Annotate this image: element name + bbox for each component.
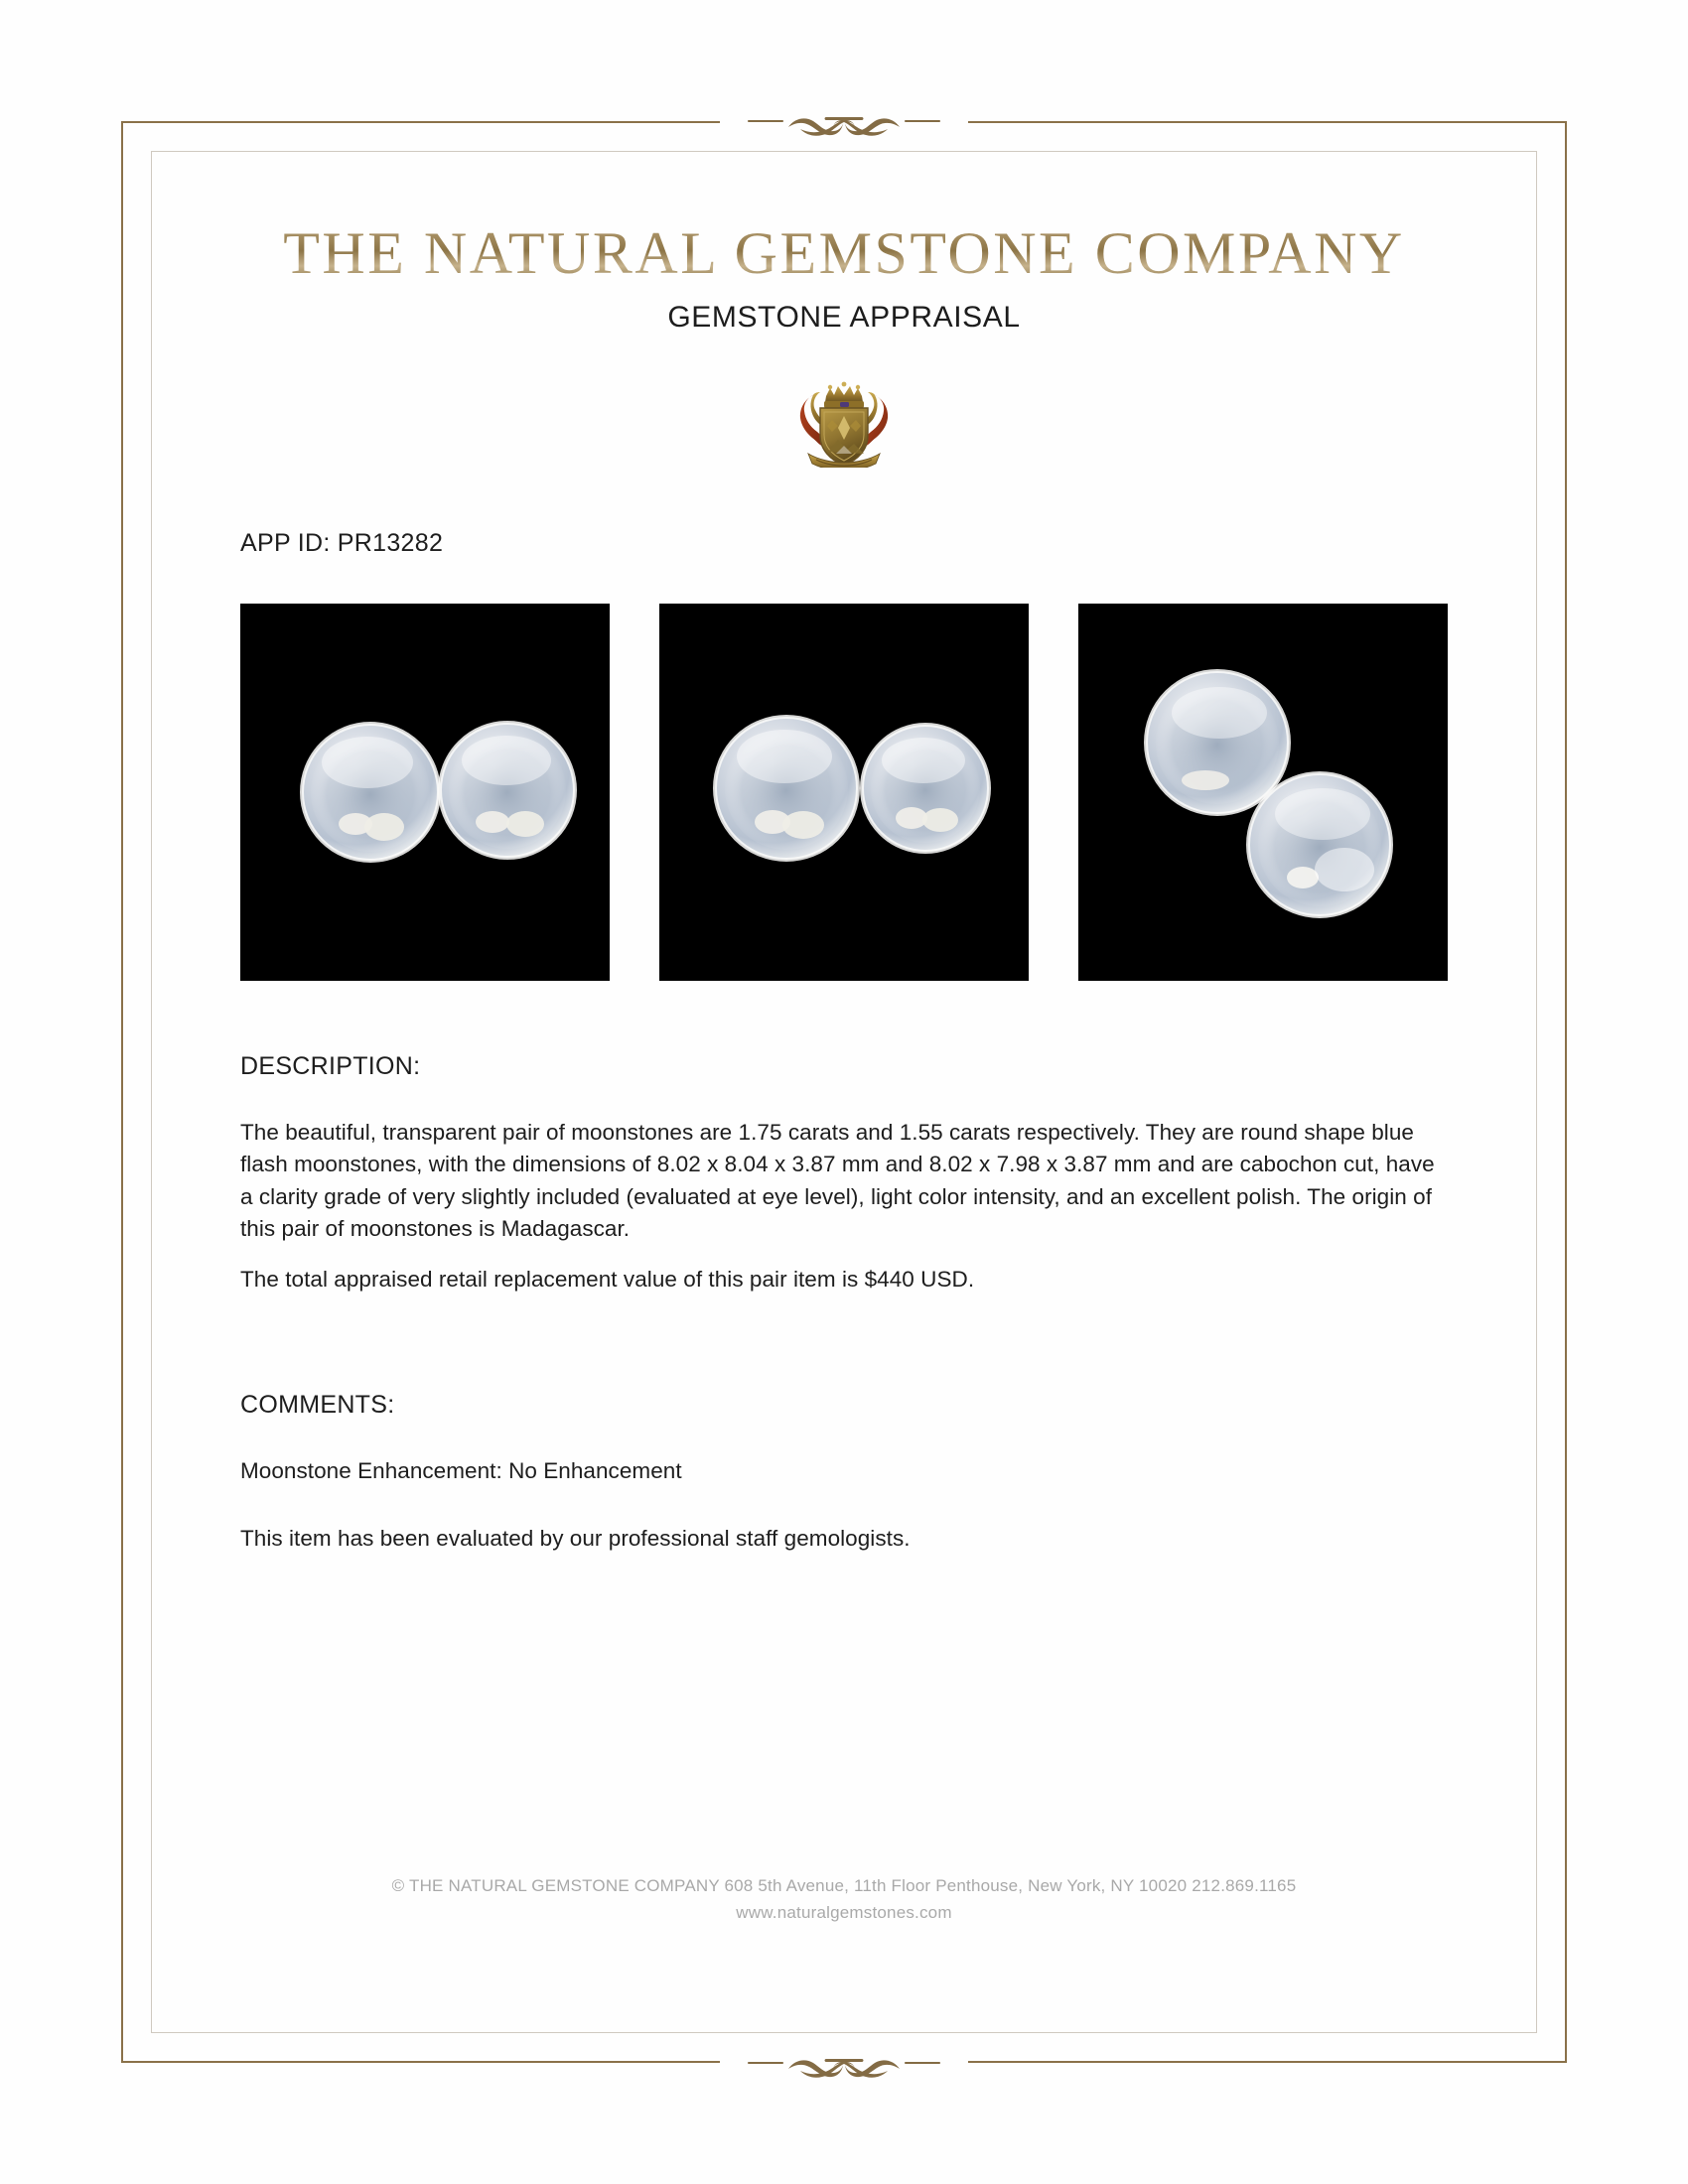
page-title: THE NATURAL GEMSTONE COMPANY xyxy=(240,222,1448,285)
footer xyxy=(240,1873,1448,1926)
evaluation-comment: This item has been evaluated by our professional staff gemologists. xyxy=(240,1526,911,1552)
gemstone-photo-1 xyxy=(240,604,610,981)
description-heading: DESCRIPTION: xyxy=(240,1052,421,1080)
crest-container xyxy=(240,376,1448,468)
footer-website-line: www.naturalgemstones.com xyxy=(736,1902,952,1922)
document-content xyxy=(151,151,1537,2033)
gemstone-photo-2 xyxy=(659,604,1029,981)
appraised-value-statement: The total appraised retail replacement value of this pair item is $440 USD. xyxy=(240,1266,975,1292)
masthead xyxy=(240,151,1448,335)
bottom-flourish-ornament-icon xyxy=(715,2041,973,2085)
enhancement-comment: Moonstone Enhancement: No Enhancement xyxy=(240,1457,682,1483)
description-paragraph: The beautiful, transparent pair of moonstones are 1.75 carats and 1.55 carats respectively. They are round shape blue flash moonstones, with the dimensions of 8.02 x 8.04 x 3.87 mm and 8.02 x 7.98 x 3.87 mm and are cabochon cut, have a clarity grade of very slightly included (evaluated at eye level), light color intensity, and an excellent polish. The origin of this pair of moonstones is Madagascar. xyxy=(240,1120,1435,1242)
top-flourish-ornament-icon xyxy=(715,99,973,143)
comments-heading: COMMENTS: xyxy=(240,1390,395,1419)
gemstone-photo-strip xyxy=(240,604,1448,981)
document-subtitle: GEMSTONE APPRAISAL xyxy=(667,301,1021,334)
gemstone-photo-3 xyxy=(1078,604,1448,981)
footer-address-line: © THE NATURAL GEMSTONE COMPANY 608 5th Avenue, 11th Floor Penthouse, New York, NY 10020 212.869.1165 xyxy=(391,1876,1297,1896)
app-id-label: APP ID: PR13282 xyxy=(240,529,444,557)
heraldic-crest-icon xyxy=(790,376,898,468)
